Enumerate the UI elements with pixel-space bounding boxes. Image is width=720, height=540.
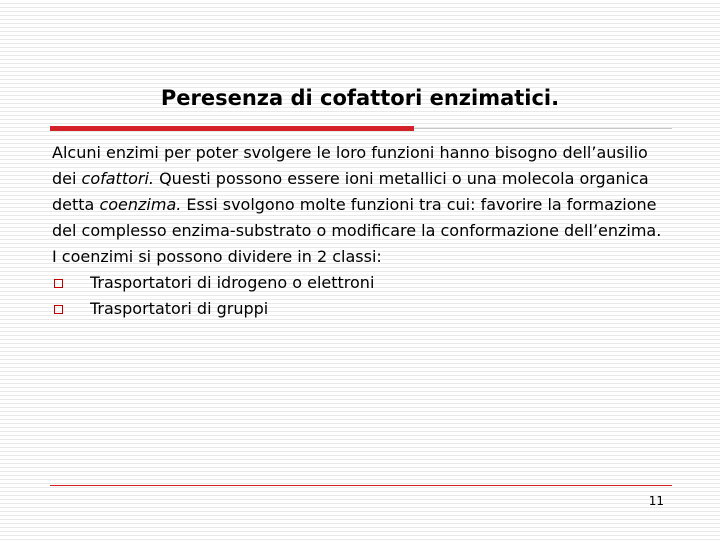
slide-title: Peresenza di cofattori enzimatici. — [160, 86, 560, 110]
paragraph-text-3: Essi svolgono molte funzioni tra cui: favorire la formazione del complesso enzima-substrato o modificare la conformazione dell’enzima. — [52, 195, 662, 240]
intro-paragraph — [52, 140, 672, 244]
paragraph-text-2: Questi possono essere ioni metallici o una molecola organica detta — [52, 169, 649, 214]
title-underline-accent — [50, 126, 414, 131]
bullet-item — [52, 270, 672, 296]
bullet-item — [52, 296, 672, 322]
square-bullet-icon — [54, 305, 63, 314]
term-cofattori: cofattori. — [81, 169, 154, 188]
term-coenzima: coenzima. — [99, 195, 182, 214]
page-number: 11 — [648, 494, 664, 508]
classes-intro: I coenzimi si possono dividere in 2 classi: — [52, 247, 382, 266]
title-underline-thin — [414, 128, 672, 129]
footer-line — [50, 485, 672, 486]
slide-body — [52, 140, 672, 322]
bullet-text: Trasportatori di gruppi — [90, 299, 269, 318]
square-bullet-icon — [54, 279, 63, 288]
title-underline — [50, 126, 672, 131]
paragraph-text-1: Alcuni enzimi per poter svolgere le loro funzioni hanno bisogno dell’ausilio dei — [52, 143, 648, 188]
bullet-text: Trasportatori di idrogeno o elettroni — [90, 273, 375, 292]
